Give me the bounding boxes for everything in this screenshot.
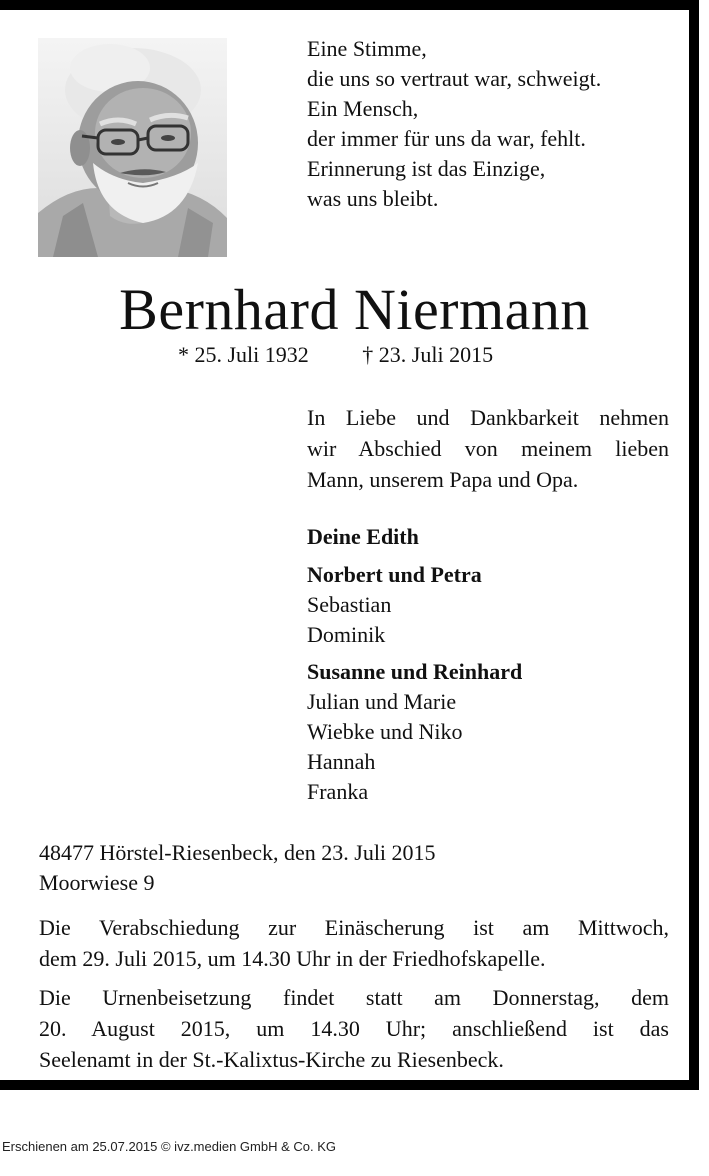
- mourner-member: Julian und Marie: [307, 689, 457, 714]
- farewell-line: wir Abschied von meinem lieben: [307, 436, 669, 461]
- memorial-poem: [307, 34, 601, 214]
- poem-line: Ein Mensch,: [307, 96, 419, 121]
- street-address: Moorwiese 9: [39, 870, 155, 895]
- mourner-heading: Susanne und Reinhard: [307, 659, 523, 684]
- mourner-family-2: [307, 657, 522, 807]
- poem-line: Eine Stimme,: [307, 36, 427, 61]
- mourner-member: Hannah: [307, 749, 376, 774]
- farewell-text: [307, 402, 669, 495]
- poem-line: was uns bleibt.: [307, 186, 439, 211]
- mourner-heading: Norbert und Petra: [307, 562, 482, 587]
- paragraph-line: Die Verabschiedung zur Einäscherung ist am Mittwoch,: [39, 915, 669, 940]
- portrait-photo: [38, 38, 227, 257]
- address-block: [39, 838, 436, 898]
- farewell-line: In Liebe und Dankbarkeit nehmen: [307, 405, 669, 430]
- poem-line: Erinnerung ist das Einzige,: [307, 156, 546, 181]
- mourner-family-1: [307, 560, 482, 650]
- life-dates: [178, 342, 493, 368]
- mourner-member: Wiebke und Niko: [307, 719, 463, 744]
- poem-line: der immer für uns da war, fehlt.: [307, 126, 586, 151]
- birth-date: * 25. Juli 1932: [178, 342, 309, 367]
- deceased-name: Bernhard Niermann: [119, 277, 590, 342]
- mourner-member: Dominik: [307, 622, 386, 647]
- death-date: † 23. Juli 2015: [362, 342, 494, 367]
- farewell-line: Mann, unserem Papa und Opa.: [307, 467, 579, 492]
- paragraph-line: dem 29. Juli 2015, um 14.30 Uhr in der Friedhofskapelle.: [39, 946, 546, 971]
- place-and-date: 48477 Hörstel-Riesenbeck, den 23. Juli 2015: [39, 840, 436, 865]
- publication-footer: Erschienen am 25.07.2015 © ivz.medien GmbH & Co. KG: [2, 1139, 337, 1154]
- paragraph-line: Die Urnenbeisetzung findet statt am Donnerstag, dem: [39, 985, 669, 1010]
- poem-line: die uns so vertraut war, schweigt.: [307, 66, 602, 91]
- mourner-wife: [307, 522, 419, 552]
- urn-burial-info: [39, 982, 669, 1075]
- mourner-heading: Deine Edith: [307, 524, 419, 549]
- paragraph-line: 20. August 2015, um 14.30 Uhr; anschließend ist das: [39, 1016, 669, 1041]
- mourner-member: Franka: [307, 779, 369, 804]
- paragraph-line: Seelenamt in der St.-Kalixtus-Kirche zu Riesenbeck.: [39, 1047, 504, 1072]
- mourner-member: Sebastian: [307, 592, 392, 617]
- farewell-ceremony-info: [39, 912, 669, 974]
